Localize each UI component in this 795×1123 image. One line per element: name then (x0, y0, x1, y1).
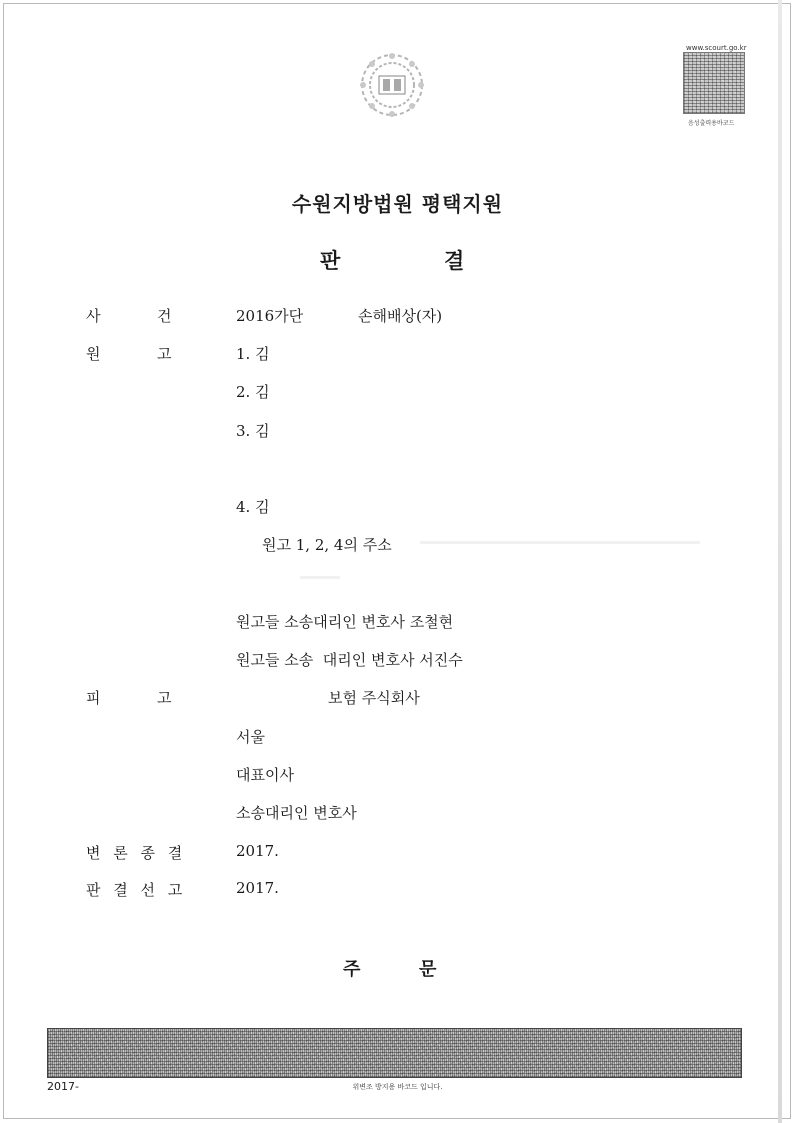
doc-title-left: 판 (320, 249, 341, 273)
defendant-company: 보험 주식회사 (328, 689, 420, 707)
redacted-address (420, 541, 700, 544)
plaintiff-address-note: 원고 1, 2, 4의 주소 (262, 536, 392, 554)
voice-barcode-image (683, 52, 745, 114)
plaintiff-agent-1: 원고들 소송대리인 변호사 조철현 (236, 613, 454, 631)
redacted-text (300, 576, 340, 579)
closing-label: 변 론 종 결 (86, 844, 187, 862)
qr-caption: 음성출력용바코드 (688, 120, 735, 127)
scan-edge (778, 0, 782, 1123)
case-number: 2016가단 (236, 307, 304, 325)
closing-date: 2017. (236, 842, 279, 860)
doc-title-right: 결 (444, 249, 465, 273)
plaintiff-4: 4. 김 (236, 498, 270, 516)
footer-barcode-note: 위변조 방지용 바코드 입니다. (352, 1083, 443, 1091)
judgment-date: 2017. (236, 879, 279, 897)
anti-forgery-barcode (47, 1028, 742, 1078)
plaintiff-label-1: 원 (86, 345, 101, 363)
plaintiff-1: 1. 김 (236, 345, 270, 363)
defendant-representative: 대표이사 (236, 766, 294, 784)
page-border (3, 3, 791, 1119)
defendant-address: 서울 (236, 728, 265, 746)
plaintiff-2: 2. 김 (236, 383, 270, 401)
defendant-agent: 소송대리인 변호사 (236, 804, 357, 822)
order-title-left: 주 (343, 959, 361, 980)
case-label-1: 사 (86, 307, 101, 325)
case-type: 손해배상(자) (358, 307, 443, 325)
court-name: 수원지방법원 평택지원 (291, 192, 504, 216)
footer-case-prefix: 2017- (47, 1080, 79, 1093)
defendant-label-2: 고 (157, 689, 172, 707)
case-label-2: 건 (157, 307, 172, 325)
defendant-label-1: 피 (86, 689, 101, 707)
plaintiff-3: 3. 김 (236, 422, 270, 440)
order-title-right: 문 (419, 959, 437, 980)
judgment-label: 판 결 선 고 (86, 881, 187, 899)
court-emblem-icon (357, 50, 427, 120)
qr-url: www.scourt.go.kr (686, 44, 747, 52)
plaintiff-label-2: 고 (157, 345, 172, 363)
plaintiff-agent-2: 원고들 소송 대리인 변호사 서진수 (236, 651, 463, 669)
